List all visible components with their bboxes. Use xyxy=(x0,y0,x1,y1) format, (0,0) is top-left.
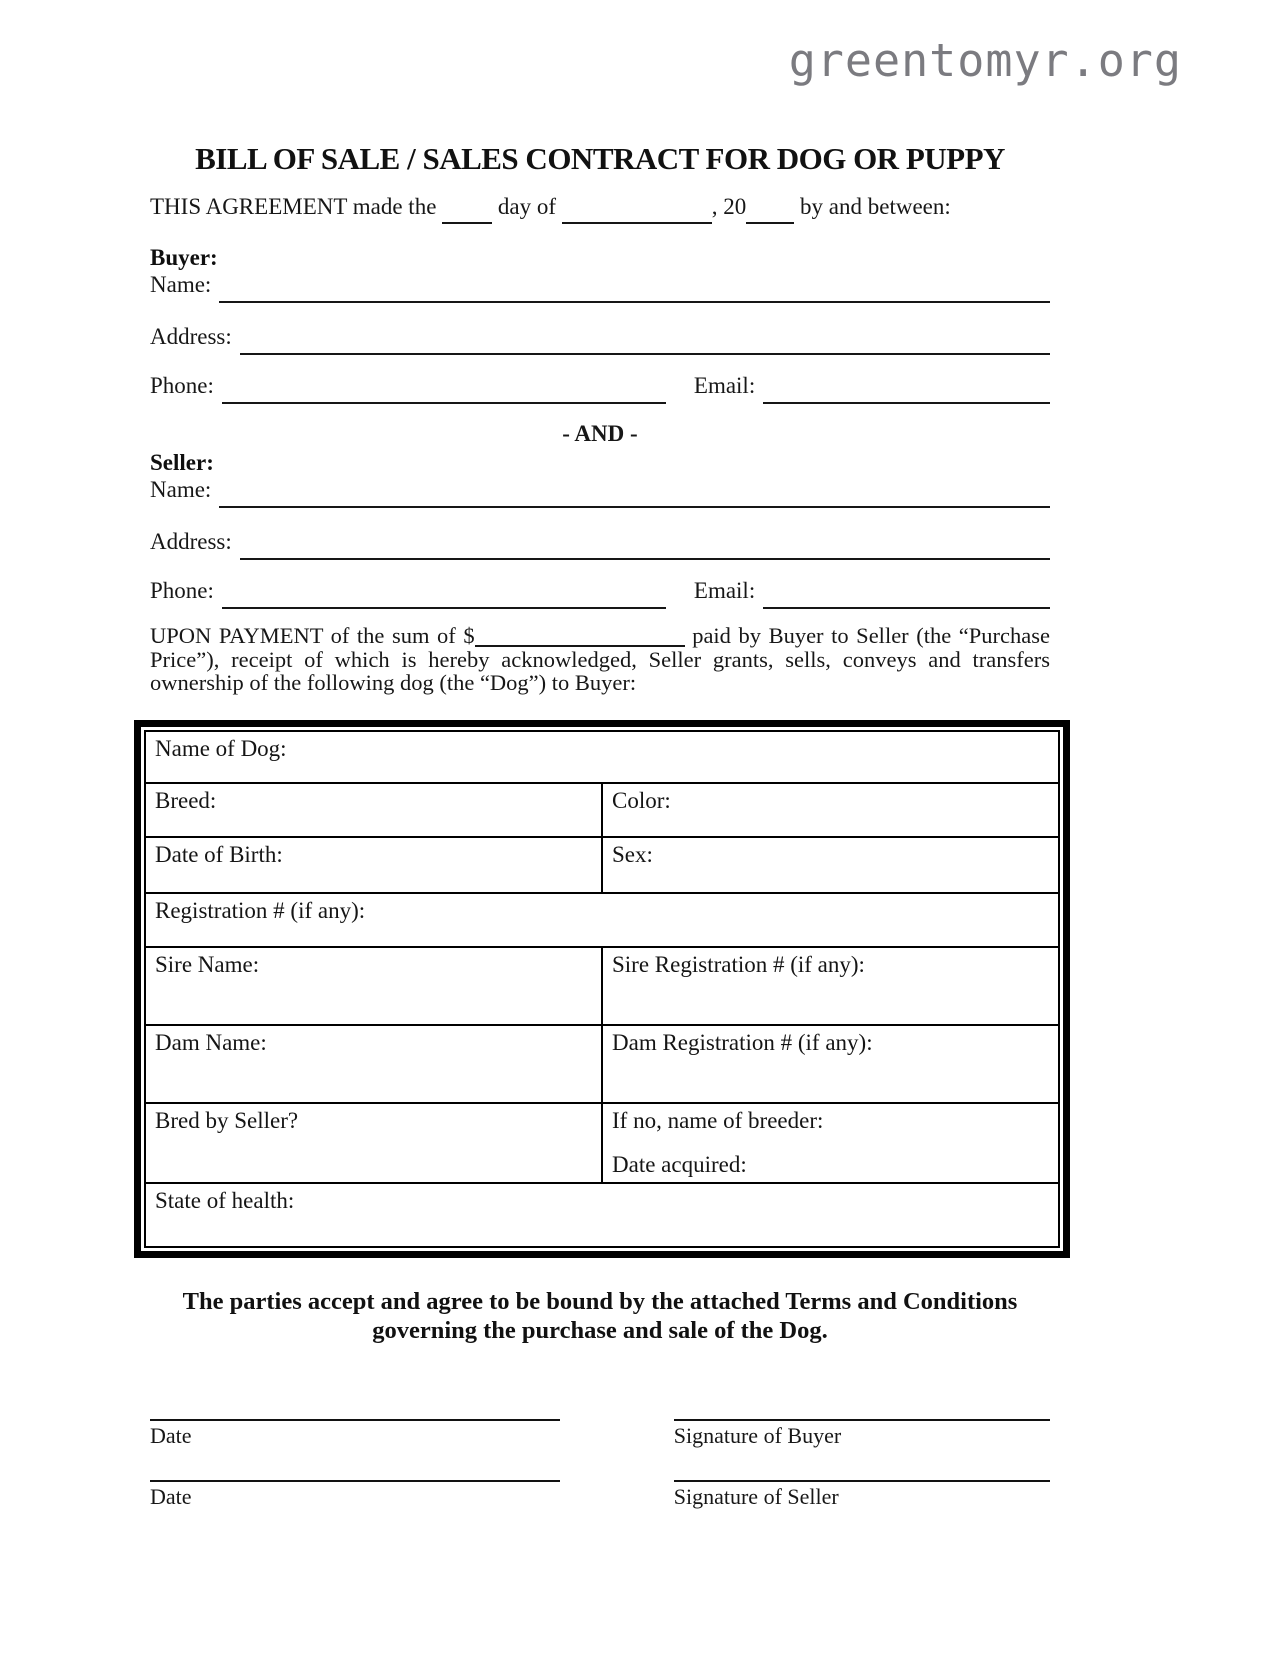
seller-name-label: Name: xyxy=(150,477,212,502)
intro-text-3: , 20 xyxy=(711,194,747,219)
agreement-intro-line xyxy=(150,194,1050,220)
table-row xyxy=(145,783,1059,837)
seller-signature-line[interactable] xyxy=(674,1480,1050,1482)
buyer-name-row xyxy=(150,271,1050,299)
seller-phone-email-row xyxy=(150,577,1050,605)
buyer-signature-label: Signature of Buyer xyxy=(673,1422,842,1448)
bred-by-seller-cell[interactable]: Bred by Seller? xyxy=(145,1103,602,1183)
seller-signature-block xyxy=(674,1480,1050,1510)
site-watermark: greentomyr.org xyxy=(788,34,1182,87)
buyer-signature-row xyxy=(150,1419,1050,1449)
buyer-signature-block xyxy=(674,1419,1050,1449)
breed-cell[interactable]: Breed: xyxy=(145,783,602,837)
date-of-birth-cell[interactable]: Date of Birth: xyxy=(145,837,602,893)
payment-clause xyxy=(150,624,1050,695)
seller-email-field[interactable] xyxy=(763,607,1050,609)
intro-text-4: by and between: xyxy=(794,194,951,219)
seller-email-label: Email: xyxy=(693,578,756,603)
breeder-cell[interactable] xyxy=(602,1103,1059,1183)
terms-notice-line2: governing the purchase and sale of the Dog. xyxy=(372,1316,828,1344)
seller-name-field[interactable] xyxy=(219,506,1050,508)
table-row xyxy=(145,947,1059,1025)
seller-heading: Seller: xyxy=(150,450,214,475)
buyer-phone-email-row xyxy=(150,372,1050,400)
buyer-email-field[interactable] xyxy=(763,402,1050,404)
year-blank-field[interactable] xyxy=(746,222,794,224)
seller-signature-label: Signature of Seller xyxy=(673,1483,839,1509)
document-content xyxy=(150,0,1050,1510)
intro-text-1: THIS AGREEMENT made the xyxy=(150,194,443,219)
table-row xyxy=(145,731,1059,783)
seller-signature-row xyxy=(150,1480,1050,1510)
terms-and-conditions-notice xyxy=(150,1287,1050,1345)
and-separator: - AND - xyxy=(562,421,638,446)
seller-phone-label: Phone: xyxy=(150,578,214,603)
buyer-date-label: Date xyxy=(150,1422,192,1448)
breeder-name-label: If no, name of breeder: xyxy=(612,1107,824,1133)
dog-details-table xyxy=(134,720,1070,1258)
date-acquired-label: Date acquired: xyxy=(612,1151,747,1177)
purchase-price-blank-field[interactable] xyxy=(475,645,685,647)
month-blank-field[interactable] xyxy=(562,222,712,224)
dam-registration-cell[interactable]: Dam Registration # (if any): xyxy=(602,1025,1059,1103)
day-blank-field[interactable] xyxy=(442,222,492,224)
seller-address-row xyxy=(150,528,1050,556)
buyer-address-label: Address: xyxy=(150,324,232,349)
table-row xyxy=(145,1183,1059,1247)
buyer-name-label: Name: xyxy=(150,272,212,297)
state-of-health-cell[interactable]: State of health: xyxy=(145,1183,1059,1247)
table-row xyxy=(145,893,1059,947)
buyer-date-line[interactable] xyxy=(150,1419,560,1421)
buyer-phone-label: Phone: xyxy=(150,373,214,398)
sire-name-cell[interactable]: Sire Name: xyxy=(145,947,602,1025)
payment-clause-end: paid by Buyer to Seller (the “Purchase Price”), receipt of which is hereby acknowledged, Seller grants, sells, conveys and transfers ownership of the following dog (the “Dog”) to Buyer: xyxy=(150,623,1050,695)
seller-address-label: Address: xyxy=(150,529,232,554)
intro-text-2: day of xyxy=(492,194,562,219)
document-title: BILL OF SALE / SALES CONTRACT FOR DOG OR PUPPY xyxy=(195,141,1005,176)
buyer-date-block xyxy=(150,1419,560,1449)
buyer-heading: Buyer: xyxy=(150,245,218,270)
buyer-phone-field[interactable] xyxy=(222,402,666,404)
registration-cell[interactable]: Registration # (if any): xyxy=(145,893,1059,947)
seller-date-line[interactable] xyxy=(150,1480,560,1482)
sex-cell[interactable]: Sex: xyxy=(602,837,1059,893)
seller-date-label: Date xyxy=(150,1483,192,1509)
name-of-dog-cell[interactable]: Name of Dog: xyxy=(145,731,1059,783)
seller-phone-field[interactable] xyxy=(222,607,666,609)
terms-notice-line1: The parties accept and agree to be bound by the attached Terms and Conditions xyxy=(182,1287,1018,1315)
table-row xyxy=(145,1103,1059,1183)
color-cell[interactable]: Color: xyxy=(602,783,1059,837)
dam-name-cell[interactable]: Dam Name: xyxy=(145,1025,602,1103)
table-row xyxy=(145,1025,1059,1103)
seller-address-field[interactable] xyxy=(240,558,1050,560)
buyer-address-field[interactable] xyxy=(240,353,1050,355)
buyer-name-field[interactable] xyxy=(219,301,1050,303)
buyer-email-label: Email: xyxy=(693,373,756,398)
buyer-address-row xyxy=(150,323,1050,351)
seller-name-row xyxy=(150,476,1050,504)
buyer-signature-line[interactable] xyxy=(674,1419,1050,1421)
table-row xyxy=(145,837,1059,893)
sire-registration-cell[interactable]: Sire Registration # (if any): xyxy=(602,947,1059,1025)
seller-date-block xyxy=(150,1480,560,1510)
payment-clause-start: UPON PAYMENT of the sum of $ xyxy=(150,623,475,648)
